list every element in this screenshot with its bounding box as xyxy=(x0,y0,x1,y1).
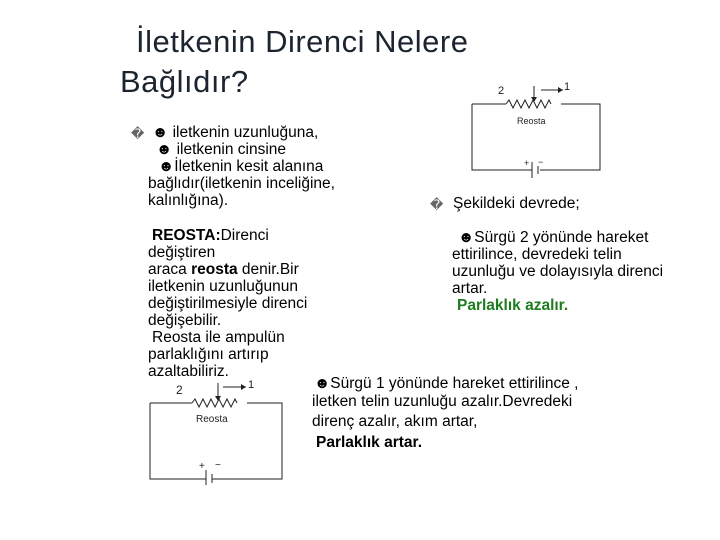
slider-2-result: Parlaklık azalır. xyxy=(457,297,569,314)
slider-2-line-3: uzunluğu ve dolayısıyla direnci xyxy=(452,263,664,280)
reosta-line-8: parlaklığını artırıp xyxy=(148,346,269,363)
slider-2-line-1: ☻Sürgü 2 yönünde hareket xyxy=(458,229,649,246)
reosta-line-3-post: denir.Bir xyxy=(237,261,299,278)
slider-1-line-3: direnç azalır, akım artar, xyxy=(312,413,478,430)
reosta-circuit-diagram-bottom xyxy=(148,375,288,485)
circuit-label-reosta: Reosta xyxy=(196,414,228,425)
intro-line-3: ☻İletkenin kesit alanına xyxy=(158,158,324,175)
reosta-term: REOSTA: xyxy=(152,227,221,244)
circuit-label-plus: + xyxy=(199,461,205,472)
reosta-line-9: azaltabiliriz. xyxy=(148,363,229,380)
reosta-line-6: değişebilir. xyxy=(148,312,222,329)
page-title xyxy=(120,22,468,102)
reosta-line-5: değiştirilmesiyle direnci xyxy=(148,295,308,312)
bullet-box-icon: � xyxy=(131,126,145,141)
circuit-label-plus: + xyxy=(524,158,530,168)
reosta-line-3 xyxy=(148,261,299,279)
slider-2-line-4: artar. xyxy=(452,280,488,297)
bullet-box-icon: � xyxy=(430,197,444,212)
circuit-label-2: 2 xyxy=(176,383,183,397)
reosta-circuit-diagram-top xyxy=(468,78,608,178)
reosta-line-7: Reosta ile ampulün xyxy=(152,329,285,346)
reosta-line-3-pre: araca xyxy=(148,261,192,278)
slider-1-line-1: ☻Sürgü 1 yönünde hareket ettirilince , xyxy=(314,375,579,392)
reosta-line-1-rest: Direnci xyxy=(220,227,269,244)
circuit-label-2: 2 xyxy=(498,85,505,97)
slider-2-line-2: ettirilince, devredeki telin xyxy=(452,246,622,263)
circuit-label-reosta: Reosta xyxy=(517,116,546,126)
intro-line-1: ☻ iletkenin uzunluğuna, xyxy=(152,124,319,141)
intro-line-5: kalınlığına). xyxy=(148,192,229,209)
circuit-label-minus: − xyxy=(215,460,221,471)
intro-line-4: bağlıdır(iletkenin inceliğine, xyxy=(148,175,335,192)
circuit-label-minus: − xyxy=(538,157,544,167)
title-line-2: Bağlıdır? xyxy=(120,64,249,99)
circuit-label-1: 1 xyxy=(248,379,255,391)
slider-1-line-2: iletken telin uzunluğu azalır.Devredeki xyxy=(312,393,573,410)
reosta-line-2: değiştiren xyxy=(148,244,216,261)
reosta-line-1 xyxy=(152,227,269,245)
slider-1-result: Parlaklık artar. xyxy=(316,434,422,451)
reosta-line-4: iletkenin uzunluğunun xyxy=(148,278,298,295)
title-line-1: İletkenin Direnci Nelere xyxy=(136,24,469,59)
intro-line-2: ☻ iletkenin cinsine xyxy=(156,141,287,158)
circuit-label-1: 1 xyxy=(564,81,571,93)
reosta-word: reosta xyxy=(191,261,238,278)
right-heading: Şekildeki devrede; xyxy=(453,195,580,212)
